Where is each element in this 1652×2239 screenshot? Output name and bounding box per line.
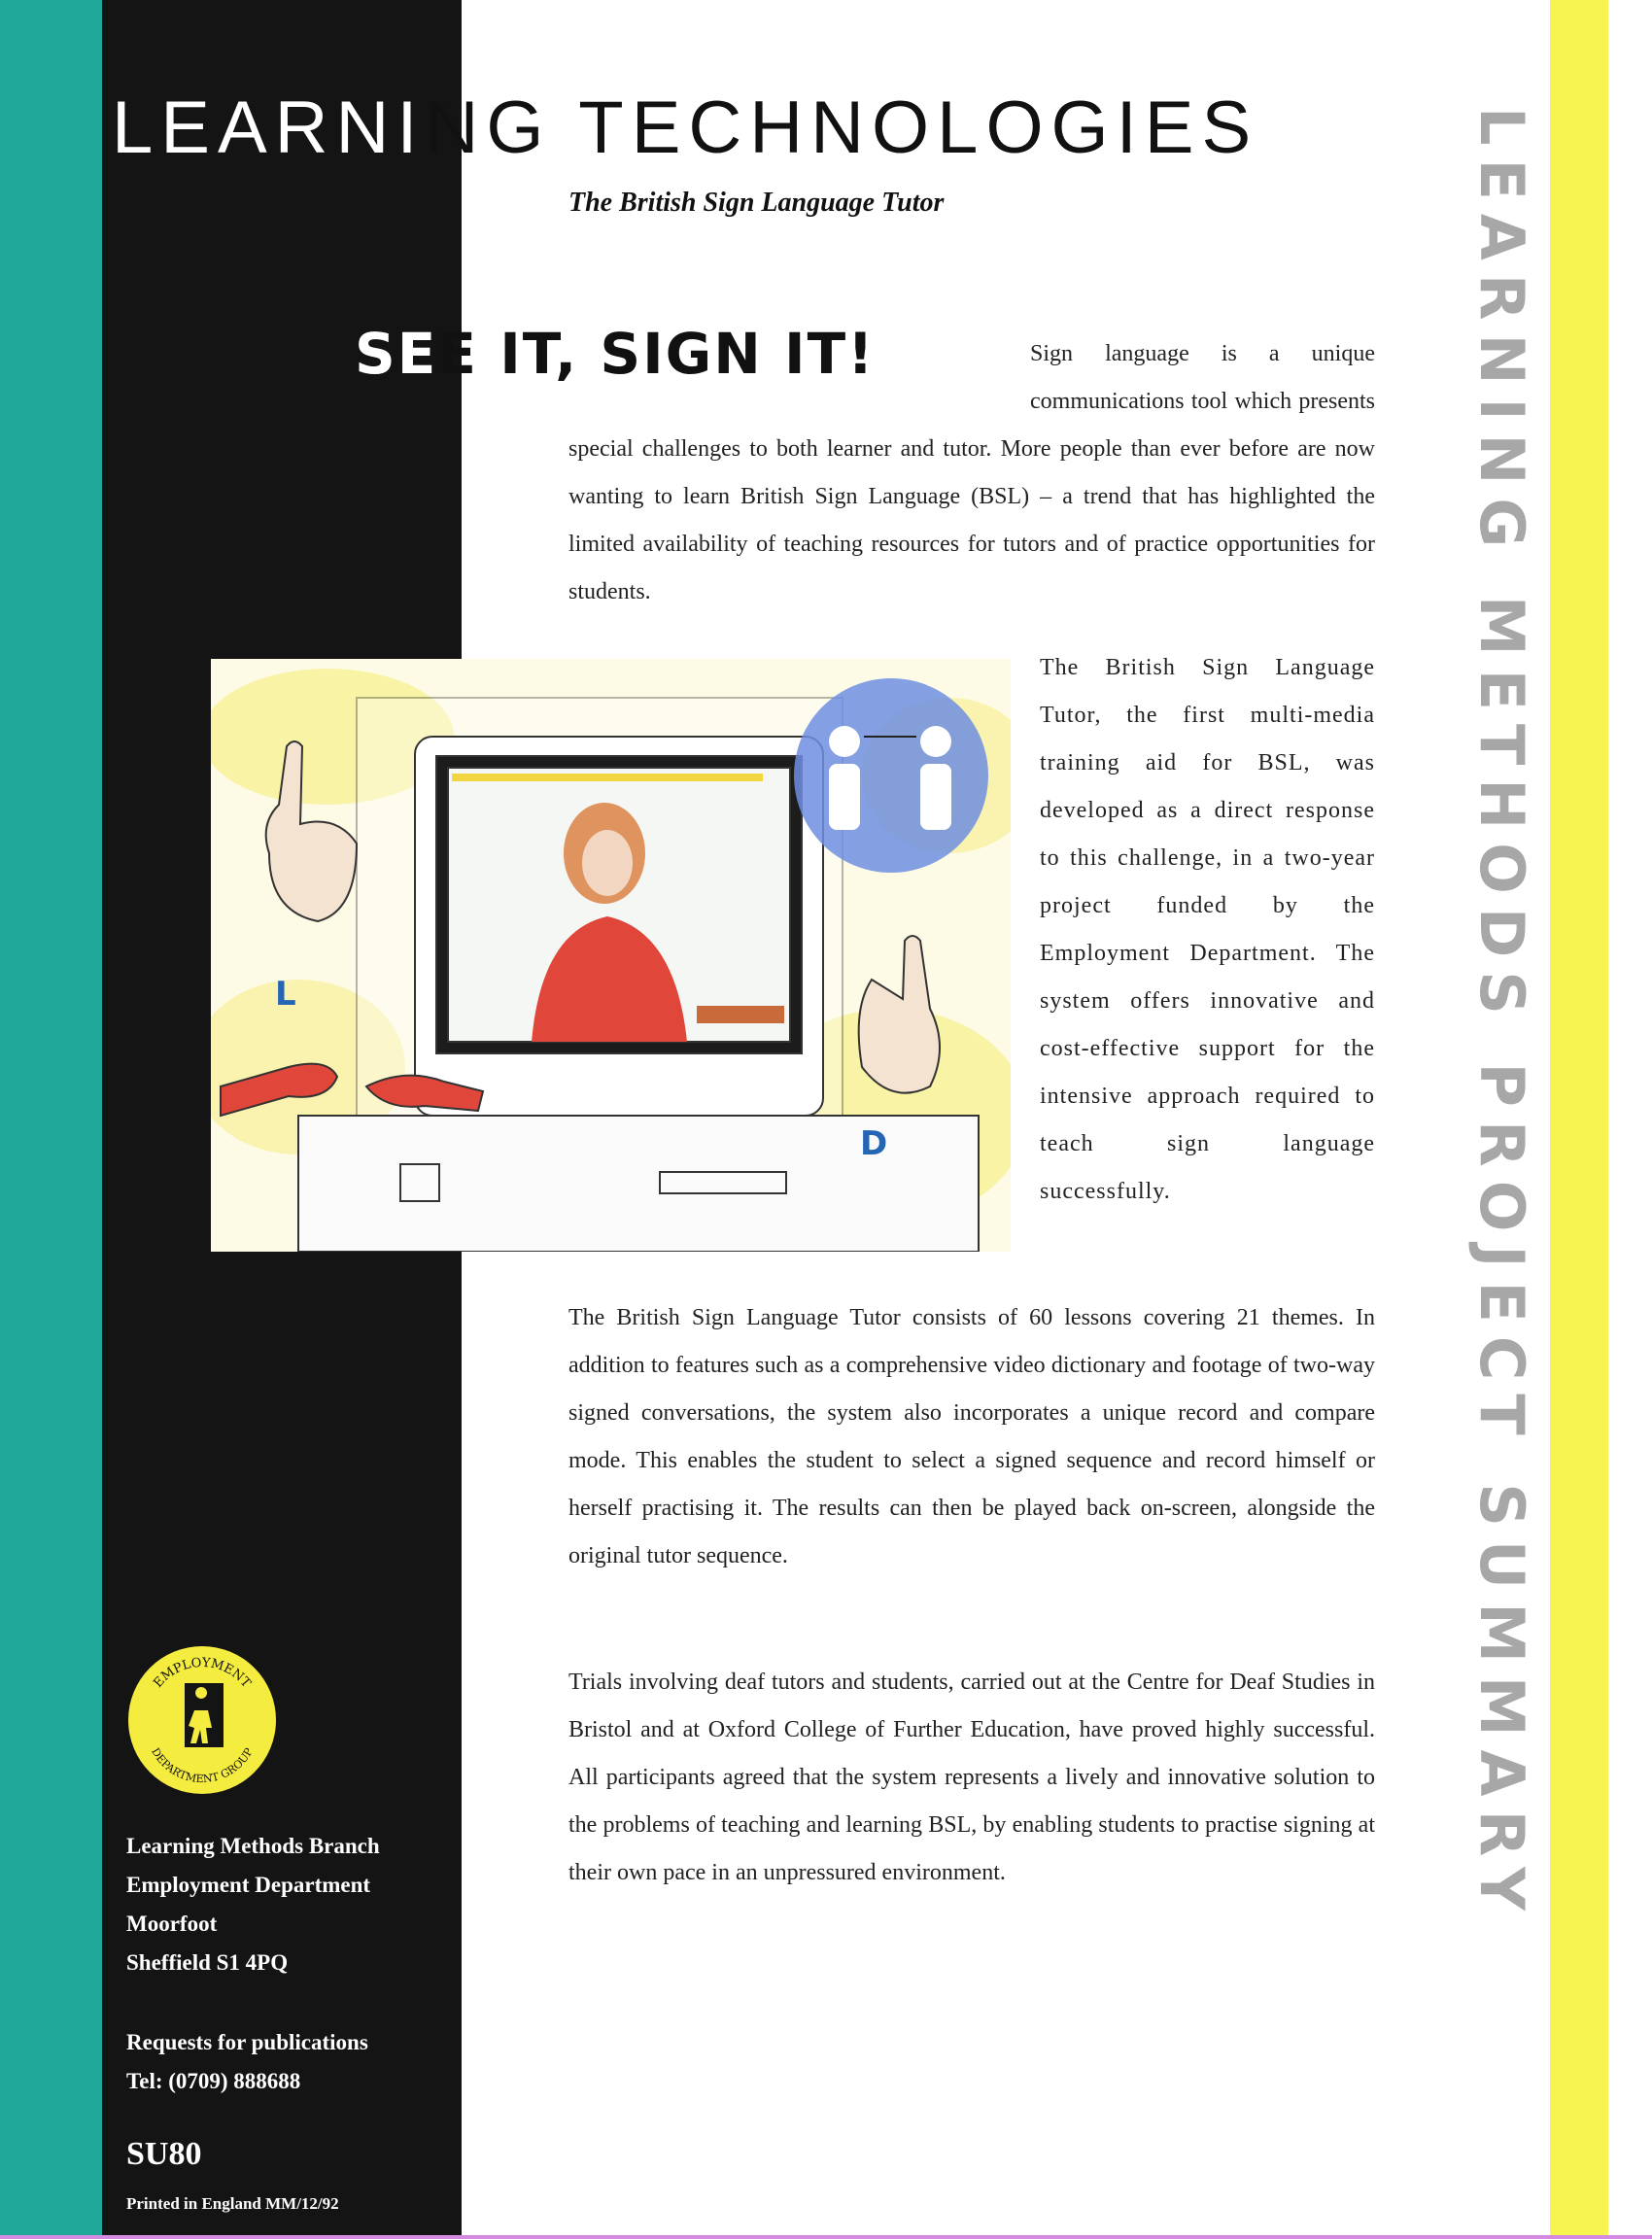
print-info: Printed in England MM/12/92 — [126, 2194, 339, 2213]
document-code: SU80 — [126, 2136, 202, 2172]
project-paragraph: The British Sign Language Tutor, the first multi-media training aid for BSL, was developed as a direct response to this challenge, in a two-year project funded by the Employment Department. The system offers innovative and cost-effective support for the intensive approach required to teach sign language successfully. — [1040, 655, 1375, 1204]
logo-text-bottom: DEPARTMENT GROUP — [149, 1745, 256, 1786]
screen-progress-bar — [452, 774, 763, 781]
address-line: Employment Department — [126, 1873, 371, 1897]
vertical-title-container — [1456, 107, 1547, 2196]
employment-department-group-logo — [124, 1642, 280, 1798]
headline-gap — [568, 330, 1030, 418]
vertical-title: LEARNING METHODS PROJECT SUMMARY — [1466, 107, 1537, 1924]
sign-language-illustration — [211, 659, 1011, 1252]
address-line: Moorfoot — [126, 1912, 218, 1936]
letter-l-label: L — [275, 975, 296, 1014]
letter-d-label: D — [860, 1124, 888, 1163]
address-line: Sheffield S1 4PQ — [126, 1950, 289, 1975]
trials-paragraph: Trials involving deaf tutors and students, carried out at the Centre for Deaf Studies in Bristol and at Oxford College of Further Education, have proved highly successful. All participants agreed that the system represents a lively and innovative solution to the problems of teaching and learning BSL, by enabling students to practise signing at their own pace in an unpressured environment. — [568, 1670, 1375, 1885]
yellow-side-strip — [1550, 0, 1608, 2239]
intro-paragraph — [568, 330, 1375, 616]
page-title-light-part: LEARNI — [112, 86, 426, 169]
page-subtitle: The British Sign Language Tutor — [568, 188, 945, 218]
logo-text-top: EMPLOYMENT — [151, 1655, 254, 1691]
page-title — [112, 86, 1385, 170]
bottom-edge-line — [0, 2235, 1652, 2239]
features-paragraph: The British Sign Language Tutor consists of 60 lessons covering 21 themes. In addition to features such as a comprehensive video dictionary and footage of two-way signed conversations, the system also incorporates a unique record and compare mode. This enables the student to select a signed sequence and record himself or herself practising it. The results can then be played back on-screen, alongside the original tutor sequence. — [568, 1305, 1375, 1568]
address-line: Learning Methods Branch — [126, 1834, 380, 1858]
address-block — [126, 1827, 447, 1982]
headline-light-part: SE — [355, 321, 438, 387]
intro-text: Sign language is a unique communications tool which presents special challenges to both learner and tutor. More people than ever before are now wanting to learn British Sign Language (BSL) – a trend that has highlighted the limited availability of teaching resources for tutors and of practice opportunities for students. — [568, 341, 1375, 604]
person-icons-circle — [794, 678, 988, 873]
requests-label: Requests for publications — [126, 2030, 368, 2054]
screen-controls — [697, 1006, 784, 1023]
teal-side-strip — [0, 0, 102, 2239]
right-margin — [1608, 0, 1652, 2239]
page-title-dark-part: NG TECHNOLOGIES — [425, 86, 1259, 169]
publication-requests — [126, 2023, 447, 2101]
headline-dark-part: E IT, SIGN IT! — [437, 321, 876, 387]
telephone-number: Tel: (0709) 888688 — [126, 2069, 301, 2093]
